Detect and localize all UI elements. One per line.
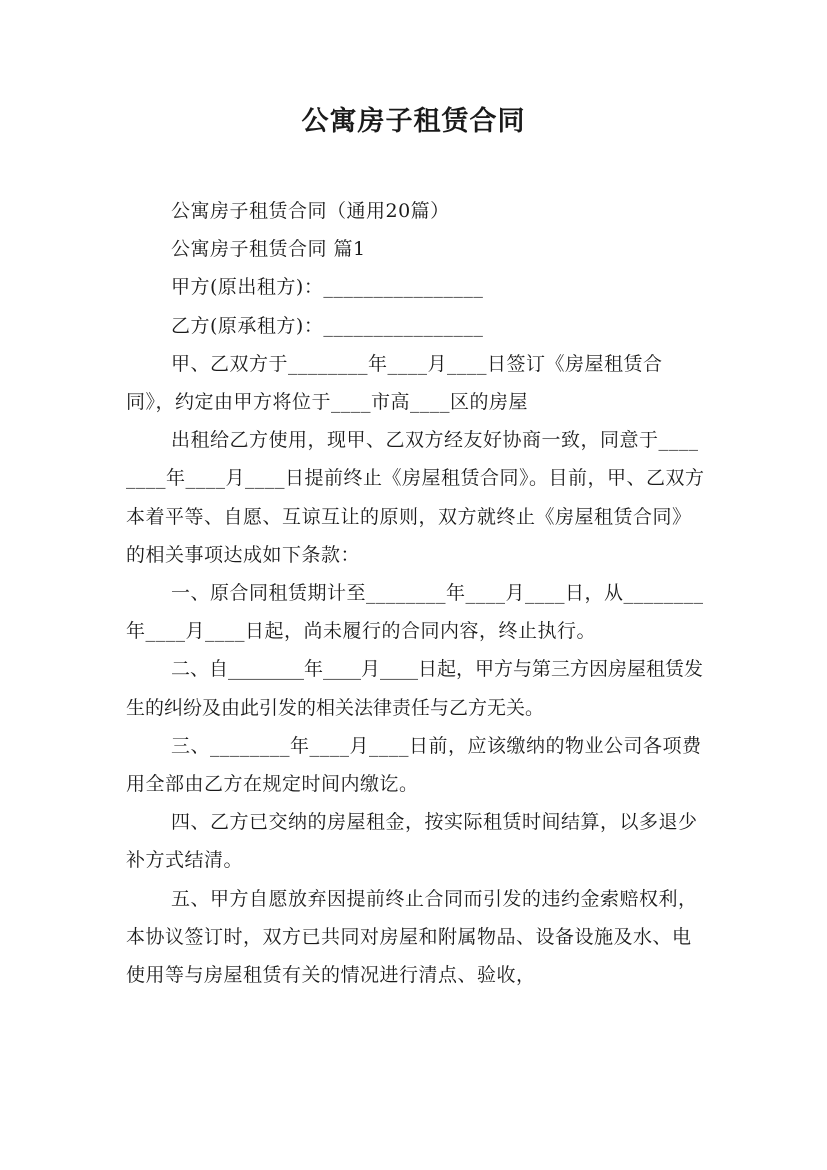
paragraph-party-a: 甲方(原出租方)：________________ [171, 276, 484, 299]
document-body [126, 192, 706, 994]
paragraph-clause-2: 二、自________年____月____日起，甲方与第三方因房屋租赁发生的纠纷及由此引发的相关法律责任与乙方无关。 [126, 658, 704, 719]
paragraph-clause-4: 四、乙方已交纳的房屋租金，按实际租赁时间结算，以多退少补方式结清。 [126, 811, 698, 872]
paragraph-party-b: 乙方(原承租方)：________________ [171, 314, 484, 337]
paragraph-section-heading: 公寓房子租赁合同 篇1 [171, 238, 366, 261]
paragraph-clause-1: 一、原合同租赁期计至________年____月____日，从________年____月____日起，尚未履行的合同内容，终止执行。 [126, 582, 704, 643]
document-title: 公寓房子租赁合同 [301, 106, 526, 137]
paragraph-original-contract: 甲、乙双方于________年____月____日签订《房屋租赁合同》，约定由甲方将位于____市高____区的房屋 [126, 352, 663, 414]
paragraph-collection-title: 公寓房子租赁合同（通用20篇） [171, 200, 450, 222]
paragraph-clause-5: 五、甲方自愿放弃因提前终止合同而引发的违约金索赔权利，本协议签订时，双方已共同对房屋和附属物品、设备设施及水、电使用等与房屋租赁有关的情况进行清点、验收， [126, 887, 698, 987]
paragraph-clause-3: 三、________年____月____日前，应该缴纳的物业公司各项费用全部由乙方在规定时间内缴讫。 [126, 734, 702, 796]
paragraph-termination-agreement: 出租给乙方使用，现甲、乙双方经友好协商一致，同意于________年____月____日提前终止《房屋租赁合同》。目前，甲、乙双方本着平等、自愿、互谅互让的原则，双方就终止《房屋租赁合同》的相关事项达成如下条款： [126, 429, 705, 566]
